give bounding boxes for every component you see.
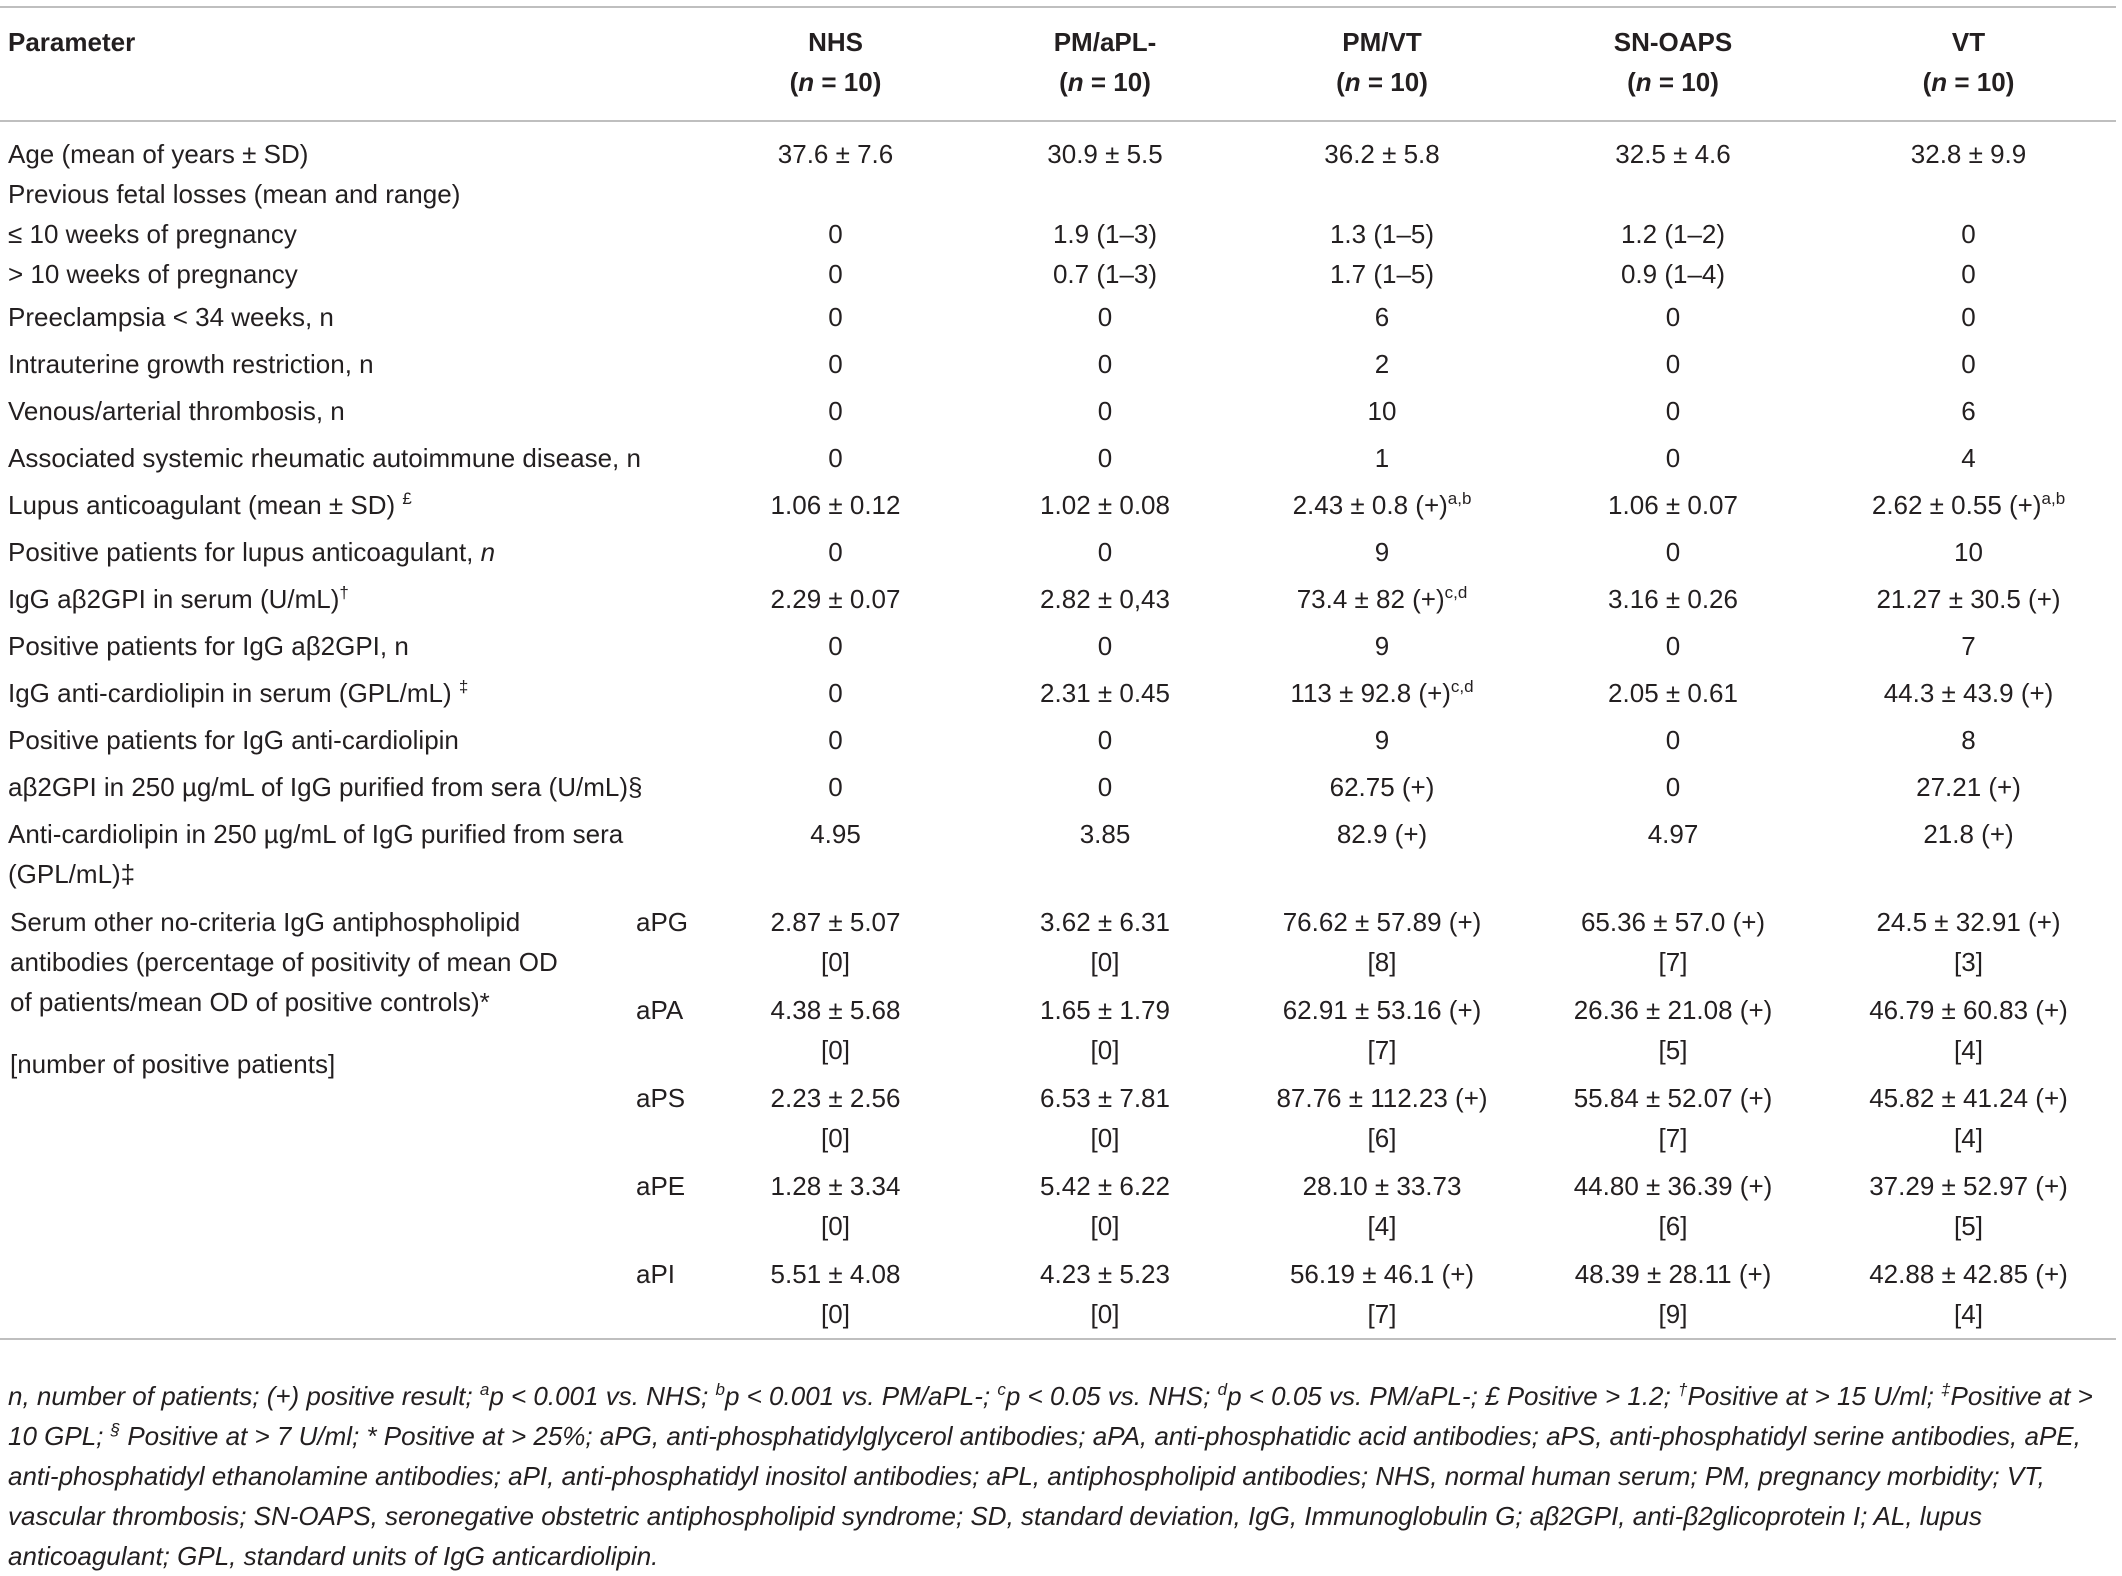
row-label: Positive patients for lupus anticoagulant, n	[8, 537, 496, 567]
cell-value: 48.39 ± 28.11 (+) [9]	[1574, 1259, 1772, 1329]
row-age	[0, 121, 2116, 174]
cell-value: 0	[1097, 349, 1113, 379]
cell-value: 0	[828, 772, 843, 802]
row-igg-anticardiolipin-positive	[0, 717, 2116, 764]
cell-value: 32.8 ± 9.9	[1910, 139, 2027, 169]
cell-value: 73.4 ± 82 $(+)^{c,d}$	[1296, 583, 1468, 614]
cell-value: 0	[1961, 349, 1976, 379]
cell-value: 9	[1374, 631, 1390, 661]
cell-value: 46.79 ± 60.83 (+) [4]	[1869, 995, 2068, 1065]
cell-value: 82.9 (+)	[1336, 819, 1428, 849]
cell-value: 27.21 (+)	[1916, 772, 2021, 802]
cell-value: 1.65 ± 1.79 [0]	[1040, 995, 1170, 1065]
cell-value: 76.62 ± 57.89 (+) [8]	[1282, 907, 1482, 977]
cell-value: 0	[1665, 772, 1681, 802]
cell-value: 4.38 ± 5.68 [0]	[770, 995, 901, 1065]
cell-value: 87.76 ± 112.23 (+) [6]	[1276, 1083, 1488, 1153]
cell-value: 62.75 (+)	[1329, 772, 1435, 802]
row-label: Lupus anticoagulant (mean ± SD) £	[8, 489, 412, 520]
cell-value: 1	[1374, 443, 1390, 473]
row-label: Associated systemic rheumatic autoimmune disease, n	[8, 443, 641, 473]
cell-value: 6	[1374, 302, 1390, 332]
cell-value: 0	[828, 302, 843, 332]
antibody-name: aPI	[636, 1259, 676, 1289]
row-label: Intrauterine growth restriction, n	[8, 349, 374, 379]
cell-value: 0	[1097, 443, 1113, 473]
cell-value: 30.9 ± 5.5	[1047, 139, 1163, 169]
cell-value: 62.91 ± 53.16 (+) [7]	[1282, 995, 1482, 1065]
antibody-name: aPE	[636, 1171, 686, 1201]
cell-value: 6	[1961, 396, 1976, 426]
cell-value: 24.5 ± 32.91 (+) [3]	[1876, 907, 2061, 977]
cell-value: 5.42 ± 6.22 [0]	[1040, 1171, 1170, 1241]
header-pm-apl: PM/aPL- (n = 10)	[1053, 27, 1157, 97]
row-gt10	[0, 254, 2116, 294]
header-sn-oaps: SN-OAPS (n = 10)	[1613, 27, 1733, 97]
cell-value: 55.84 ± 52.07 (+) [7]	[1573, 1083, 1773, 1153]
cell-value: 0	[1665, 537, 1681, 567]
cell-value: 2.43 ± 0.8 $(+)^{a,b}$	[1292, 489, 1472, 520]
header-nhs: NHS (n = 10)	[789, 27, 882, 97]
cell-value: 4	[1961, 443, 1976, 473]
row-apg	[0, 898, 2116, 986]
row-fetal-losses	[0, 174, 2116, 214]
row-label: Previous fetal losses (mean and range)	[8, 179, 461, 209]
table-footnote: n, number of patients; (+) positive result; $^a$p < 0.001 vs. NHS; $^b$p < 0.001 vs. PM/aPL-; $^c$p < 0.05 vs. NHS; $^d$p < 0.05 vs. PM/aPL-; £ Positive > 1.2; †Positive at > 15 U/ml; ‡Positive at > 10 GPL; § Positive at > 7 U/ml; * Positive at > 25%; aPG, anti-phosphatidylglycerol antibodies; aPA, anti-phosphatidic acid antibodies; aPS, anti-phosphatidyl serine antibodies, aPE, anti-phosphatidyl ethanolamine antibodies; aPI, anti-phosphatidyl inositol antibodies; aPL, antiphospholipid antibodies; NHS, normal human serum; PM, pregnancy morbidity; VT, vascular thrombosis; SN-OAPS, seronegative obstetric antiphospholipid syndrome; SD, standard deviation, IgG, Immunoglobulin G; aβ2GPI, anti-β2glicoprotein I; AL, lupus anticoagulant; GPL, standard units of IgG anticardiolipin.	[8, 1380, 2093, 1571]
cell-value: 44.3 ± 43.9 (+)	[1883, 678, 2054, 708]
cell-value: 0	[1097, 302, 1113, 332]
row-iugr	[0, 341, 2116, 388]
cell-value: 2	[1374, 349, 1390, 379]
cell-value: 0	[828, 537, 843, 567]
antibody-name: aPA	[636, 995, 684, 1025]
cell-value: 2.23 ± 2.56 [0]	[770, 1083, 901, 1153]
row-acl-purified	[0, 811, 2116, 898]
row-preeclampsia	[0, 294, 2116, 341]
cell-value: 9	[1374, 725, 1390, 755]
cell-value: 28.10 ± 33.73 [4]	[1302, 1171, 1462, 1241]
row-label: Venous/arterial thrombosis, n	[8, 396, 345, 426]
cell-value: 0	[828, 219, 843, 249]
row-label: Positive patients for IgG aβ2GPI, n	[8, 631, 409, 661]
header-vt: VT (n = 10)	[1922, 27, 2015, 97]
cell-value: 37.29 ± 52.97 (+) [5]	[1869, 1171, 2068, 1241]
cell-value: 0	[828, 725, 843, 755]
cell-value: 2.62 ± 0.55 $(+)^{a,b}$	[1871, 489, 2066, 520]
row-label: IgG anti-cardiolipin in serum (GPL/mL) ‡	[8, 677, 469, 708]
antibody-name: aPS	[636, 1083, 686, 1113]
row-thrombosis	[0, 388, 2116, 435]
cell-value: 0	[1097, 396, 1113, 426]
cell-value: 0	[828, 259, 843, 289]
cell-value: 0	[1097, 537, 1113, 567]
row-igg-anticardiolipin	[0, 670, 2116, 717]
cell-value: 2.87 ± 5.07 [0]	[770, 907, 901, 977]
cell-value: 3.62 ± 6.31 [0]	[1040, 907, 1170, 977]
row-label: ≤ 10 weeks of pregnancy	[8, 219, 297, 249]
cell-value: 0	[1961, 302, 1976, 332]
cell-value: 0	[1665, 349, 1681, 379]
antibody-name: aPG	[636, 907, 689, 937]
cell-value: 0	[1665, 396, 1681, 426]
row-lupus-positive	[0, 529, 2116, 576]
cell-value: 0	[1961, 219, 1976, 249]
row-label: Age (mean of years ± SD)	[8, 139, 309, 169]
data-table	[0, 6, 2116, 1340]
row-le10	[0, 214, 2116, 254]
row-label: Preeclampsia < 34 weeks, n	[8, 302, 334, 332]
cell-value: 0	[828, 678, 843, 708]
cell-value: 0	[828, 631, 843, 661]
cell-value: 0.9 (1–4)	[1620, 259, 1726, 289]
cell-value: 1.06 ± 0.12	[770, 490, 901, 520]
cell-value: 1.9 (1–3)	[1052, 219, 1158, 249]
cell-value: 113 ± 92.8 $(+)^{c,d}$	[1290, 677, 1474, 708]
cell-value: 0	[1961, 259, 1976, 289]
header-parameter: Parameter	[8, 27, 136, 57]
cell-value: 0	[1665, 631, 1681, 661]
cell-value: 44.80 ± 36.39 (+) [6]	[1573, 1171, 1773, 1241]
cell-value: 8	[1961, 725, 1976, 755]
cell-value: 0	[1097, 631, 1113, 661]
cell-value: 32.5 ± 4.6	[1615, 139, 1731, 169]
antibody-block-label: Serum other no-criteria IgG antiphospholipid antibodies (percentage of positivity of mean OD of patients/mean OD of positive controls)* [number of positive patients]	[10, 907, 558, 1079]
cell-value: 56.19 ± 46.1 (+) [7]	[1289, 1259, 1475, 1329]
row-igg-ab2gpi-positive	[0, 623, 2116, 670]
cell-value: 3.16 ± 0.26	[1608, 584, 1738, 614]
cell-value: 2.82 ± 0,43	[1040, 584, 1170, 614]
cell-value: 0.7 (1–3)	[1052, 259, 1158, 289]
cell-value: 1.7 (1–5)	[1329, 259, 1435, 289]
cell-value: 0	[1097, 772, 1113, 802]
cell-value: 7	[1961, 631, 1976, 661]
cell-value: 1.06 ± 0.07	[1608, 490, 1738, 520]
cell-value: 1.28 ± 3.34 [0]	[770, 1171, 901, 1241]
cell-value: 26.36 ± 21.08 (+) [5]	[1573, 995, 1773, 1065]
cell-value: 1.3 (1–5)	[1329, 219, 1435, 249]
cell-value: 10	[1954, 537, 1983, 567]
cell-value: 0	[1665, 302, 1681, 332]
cell-value: 0	[1665, 443, 1681, 473]
row-ab2gpi-purified	[0, 764, 2116, 811]
cell-value: 0	[828, 443, 843, 473]
cell-value: 5.51 ± 4.08 [0]	[770, 1259, 901, 1329]
cell-value: 42.88 ± 42.85 (+) [4]	[1869, 1259, 2068, 1329]
cell-value: 3.85	[1079, 819, 1131, 849]
cell-value: 2.31 ± 0.45	[1040, 678, 1170, 708]
row-label: aβ2GPI in 250 µg/mL of IgG purified from sera (U/mL)§	[8, 772, 643, 802]
row-label: IgG aβ2GPI in serum (U/mL)†	[8, 583, 349, 614]
header-pm-vt: PM/VT (n = 10)	[1336, 27, 1428, 97]
row-label: > 10 weeks of pregnancy	[8, 259, 298, 289]
cell-value: 4.23 ± 5.23 [0]	[1040, 1259, 1170, 1329]
cell-value: 2.29 ± 0.07	[770, 584, 901, 614]
cell-value: 9	[1374, 537, 1390, 567]
cell-value: 2.05 ± 0.61	[1608, 678, 1738, 708]
row-igg-ab2gpi	[0, 576, 2116, 623]
cell-value: 0	[1665, 725, 1681, 755]
cell-value: 21.27 ± 30.5 (+)	[1876, 584, 2061, 614]
row-rheumatic	[0, 435, 2116, 482]
cell-value: 6.53 ± 7.81 [0]	[1040, 1083, 1170, 1153]
cell-value: 0	[828, 349, 843, 379]
cell-value: 4.95	[810, 819, 861, 849]
cell-value: 45.82 ± 41.24 (+) [4]	[1869, 1083, 2068, 1153]
cell-value: 1.2 (1–2)	[1620, 219, 1726, 249]
row-label: Positive patients for IgG anti-cardiolipin	[8, 725, 459, 755]
cell-value: 4.97	[1647, 819, 1699, 849]
cell-value: 0	[828, 396, 843, 426]
header-row	[0, 7, 2116, 121]
cell-value: 37.6 ± 7.6	[777, 139, 894, 169]
cell-value: 36.2 ± 5.8	[1324, 139, 1440, 169]
cell-value: 1.02 ± 0.08	[1040, 490, 1170, 520]
cell-value: 10	[1367, 396, 1397, 426]
row-lupus-anticoagulant	[0, 482, 2116, 529]
row-label: Anti-cardiolipin in 250 µg/mL of IgG purified from sera (GPL/mL)‡	[8, 819, 624, 889]
cell-value: 65.36 ± 57.0 (+) [7]	[1580, 907, 1766, 977]
cell-value: 0	[1097, 725, 1113, 755]
cell-value: 21.8 (+)	[1923, 819, 2014, 849]
